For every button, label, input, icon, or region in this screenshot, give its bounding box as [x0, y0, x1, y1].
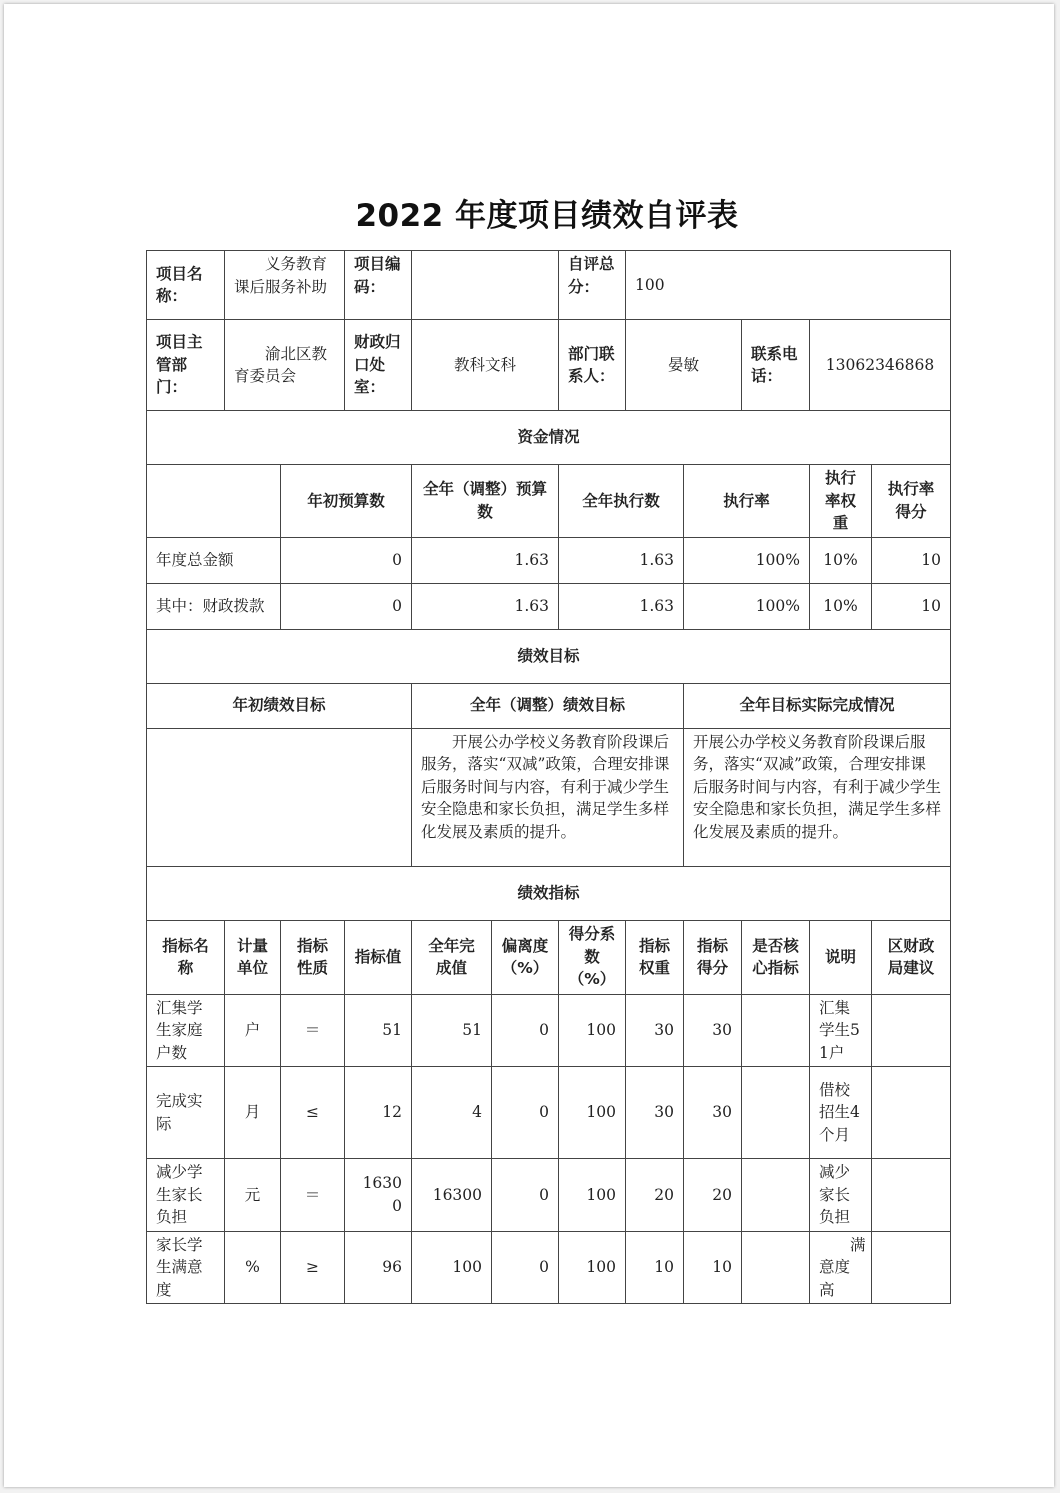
project-info-row-1: [147, 251, 951, 320]
contact-value: 晏敏: [626, 320, 742, 411]
dept-label: 项目主管部门：: [147, 320, 225, 411]
project-info-row-2: [147, 320, 951, 411]
indicator-deviation: 0: [492, 1231, 559, 1304]
ind-header-core: 是否核心指标: [742, 920, 810, 994]
ind-header-coefficient: 得分系数（%）: [559, 920, 626, 994]
indicator-score: 30: [684, 1067, 742, 1159]
indicator-score: 10: [684, 1231, 742, 1304]
project-code-value: [412, 251, 559, 320]
goal-actual-text: 开展公办学校义务教育阶段课后服务，落实“双减”政策，合理安排课后服务时间与内容，有利于减少学生安全隐患和家长负担，满足学生多样化发展及素质的提升。: [684, 728, 951, 866]
project-name-label: 项目名称：: [147, 251, 225, 320]
funds-header-exec-rate: 执行率: [684, 465, 810, 538]
indicator-note: 汇集学生51户: [810, 994, 872, 1067]
indicator-row: [147, 1231, 951, 1304]
funds-cell: 100%: [684, 537, 810, 583]
goals-header-row: [147, 683, 951, 728]
goal-adjusted-text: 开展公办学校义务教育阶段课后服务，落实“双减”政策，合理安排课后服务时间与内容，有利于减少学生安全隐患和家长负担，满足学生多样化发展及素质的提升。: [412, 728, 684, 866]
indicator-unit: %: [225, 1231, 281, 1304]
contact-label: 部门联系人：: [559, 320, 626, 411]
goals-header-actual: 全年目标实际完成情况: [684, 683, 951, 728]
indicators-section-title: 绩效指标: [147, 866, 951, 920]
indicator-deviation: 0: [492, 1159, 559, 1232]
indicator-weight: 20: [626, 1159, 684, 1232]
page-title: 2022 年度项目绩效自评表: [355, 198, 739, 234]
indicator-row: [147, 994, 951, 1067]
indicator-nature: ＝: [281, 994, 345, 1067]
indicator-actual: 100: [412, 1231, 492, 1304]
indicator-name: 汇集学生家庭户数: [147, 994, 225, 1067]
goals-section-title: 绩效目标: [147, 629, 951, 683]
funds-header-row: [147, 465, 951, 538]
ind-header-note: 说明: [810, 920, 872, 994]
indicator-deviation: 0: [492, 1067, 559, 1159]
ind-header-name: 指标名称: [147, 920, 225, 994]
funds-row-label: 其中：财政拨款: [147, 583, 281, 629]
ind-header-nature: 指标性质: [281, 920, 345, 994]
funds-section-title: 资金情况: [147, 411, 951, 465]
funds-cell: 10%: [810, 537, 872, 583]
indicators-header-row: [147, 920, 951, 994]
indicator-weight: 30: [626, 994, 684, 1067]
indicator-coefficient: 100: [559, 1231, 626, 1304]
project-name-value: 义务教育课后服务补助: [225, 251, 345, 320]
ind-header-advice: 区财政局建议: [872, 920, 951, 994]
indicator-name: 减少学生家长负担: [147, 1159, 225, 1232]
indicator-core: [742, 994, 810, 1067]
funds-header-executed: 全年执行数: [559, 465, 684, 538]
funds-cell: 0: [281, 583, 412, 629]
indicator-unit: 月: [225, 1067, 281, 1159]
indicator-advice: [872, 994, 951, 1067]
indicator-weight: 10: [626, 1231, 684, 1304]
indicator-score: 30: [684, 994, 742, 1067]
goals-header-adjusted: 全年（调整）绩效目标: [412, 683, 684, 728]
funds-row-label: 年度总金额: [147, 537, 281, 583]
indicator-coefficient: 100: [559, 994, 626, 1067]
indicator-nature: ≥: [281, 1231, 345, 1304]
indicator-advice: [872, 1159, 951, 1232]
funds-cell: 1.63: [559, 583, 684, 629]
funds-cell: 1.63: [559, 537, 684, 583]
indicator-row: [147, 1067, 951, 1159]
funds-header-rate-score: 执行率得分: [872, 465, 951, 538]
finance-office-value: 教科文科: [412, 320, 559, 411]
indicator-actual: 16300: [412, 1159, 492, 1232]
project-code-label: 项目编码：: [345, 251, 412, 320]
indicator-name: 完成实际: [147, 1067, 225, 1159]
indicators-section-row: [147, 866, 951, 920]
funds-row-fiscal: [147, 583, 951, 629]
funds-header-adjusted-budget: 全年（调整）预算数: [412, 465, 559, 538]
ind-header-deviation: 偏离度（%）: [492, 920, 559, 994]
funds-header-rate-weight: 执行率权重: [810, 465, 872, 538]
ind-header-actual: 全年完成值: [412, 920, 492, 994]
funds-header-initial-budget: 年初预算数: [281, 465, 412, 538]
dept-value: 渝北区教育委员会: [225, 320, 345, 411]
indicator-advice: [872, 1067, 951, 1159]
indicator-advice: [872, 1231, 951, 1304]
ind-header-weight: 指标权重: [626, 920, 684, 994]
indicator-target: 16300: [345, 1159, 412, 1232]
funds-section-row: [147, 411, 951, 465]
indicator-score: 20: [684, 1159, 742, 1232]
indicator-target: 96: [345, 1231, 412, 1304]
goals-section-row: [147, 629, 951, 683]
phone-value: 13062346868: [810, 320, 951, 411]
funds-header-blank: [147, 465, 281, 538]
indicator-weight: 30: [626, 1067, 684, 1159]
indicator-nature: ≤: [281, 1067, 345, 1159]
indicator-actual: 51: [412, 994, 492, 1067]
goals-header-initial: 年初绩效目标: [147, 683, 412, 728]
funds-cell: 10: [872, 583, 951, 629]
performance-form-table: [146, 250, 951, 1304]
indicator-coefficient: 100: [559, 1067, 626, 1159]
indicator-nature: ＝: [281, 1159, 345, 1232]
self-score-label: 自评总分：: [559, 251, 626, 320]
indicator-target: 12: [345, 1067, 412, 1159]
indicator-note: 减少家长负担: [810, 1159, 872, 1232]
indicator-coefficient: 100: [559, 1159, 626, 1232]
indicator-target: 51: [345, 994, 412, 1067]
indicator-unit: 户: [225, 994, 281, 1067]
indicator-actual: 4: [412, 1067, 492, 1159]
funds-cell: 10: [872, 537, 951, 583]
indicator-core: [742, 1231, 810, 1304]
funds-cell: 100%: [684, 583, 810, 629]
finance-office-label: 财政归口处室：: [345, 320, 412, 411]
ind-header-target: 指标值: [345, 920, 412, 994]
ind-header-score: 指标得分: [684, 920, 742, 994]
ind-header-unit: 计量单位: [225, 920, 281, 994]
goals-content-row: [147, 728, 951, 866]
indicator-unit: 元: [225, 1159, 281, 1232]
funds-cell: 1.63: [412, 583, 559, 629]
indicator-name: 家长学生满意度: [147, 1231, 225, 1304]
indicator-note: 借校招生4个月: [810, 1067, 872, 1159]
indicator-row: [147, 1159, 951, 1232]
indicator-core: [742, 1067, 810, 1159]
funds-row-total: [147, 537, 951, 583]
funds-cell: 10%: [810, 583, 872, 629]
funds-cell: 0: [281, 537, 412, 583]
indicator-core: [742, 1159, 810, 1232]
indicator-deviation: 0: [492, 994, 559, 1067]
indicator-note: 满意度高: [810, 1231, 872, 1304]
funds-cell: 1.63: [412, 537, 559, 583]
self-score-value: 100: [626, 251, 951, 320]
goal-initial-text: [147, 728, 412, 866]
phone-label: 联系电话：: [742, 320, 810, 411]
